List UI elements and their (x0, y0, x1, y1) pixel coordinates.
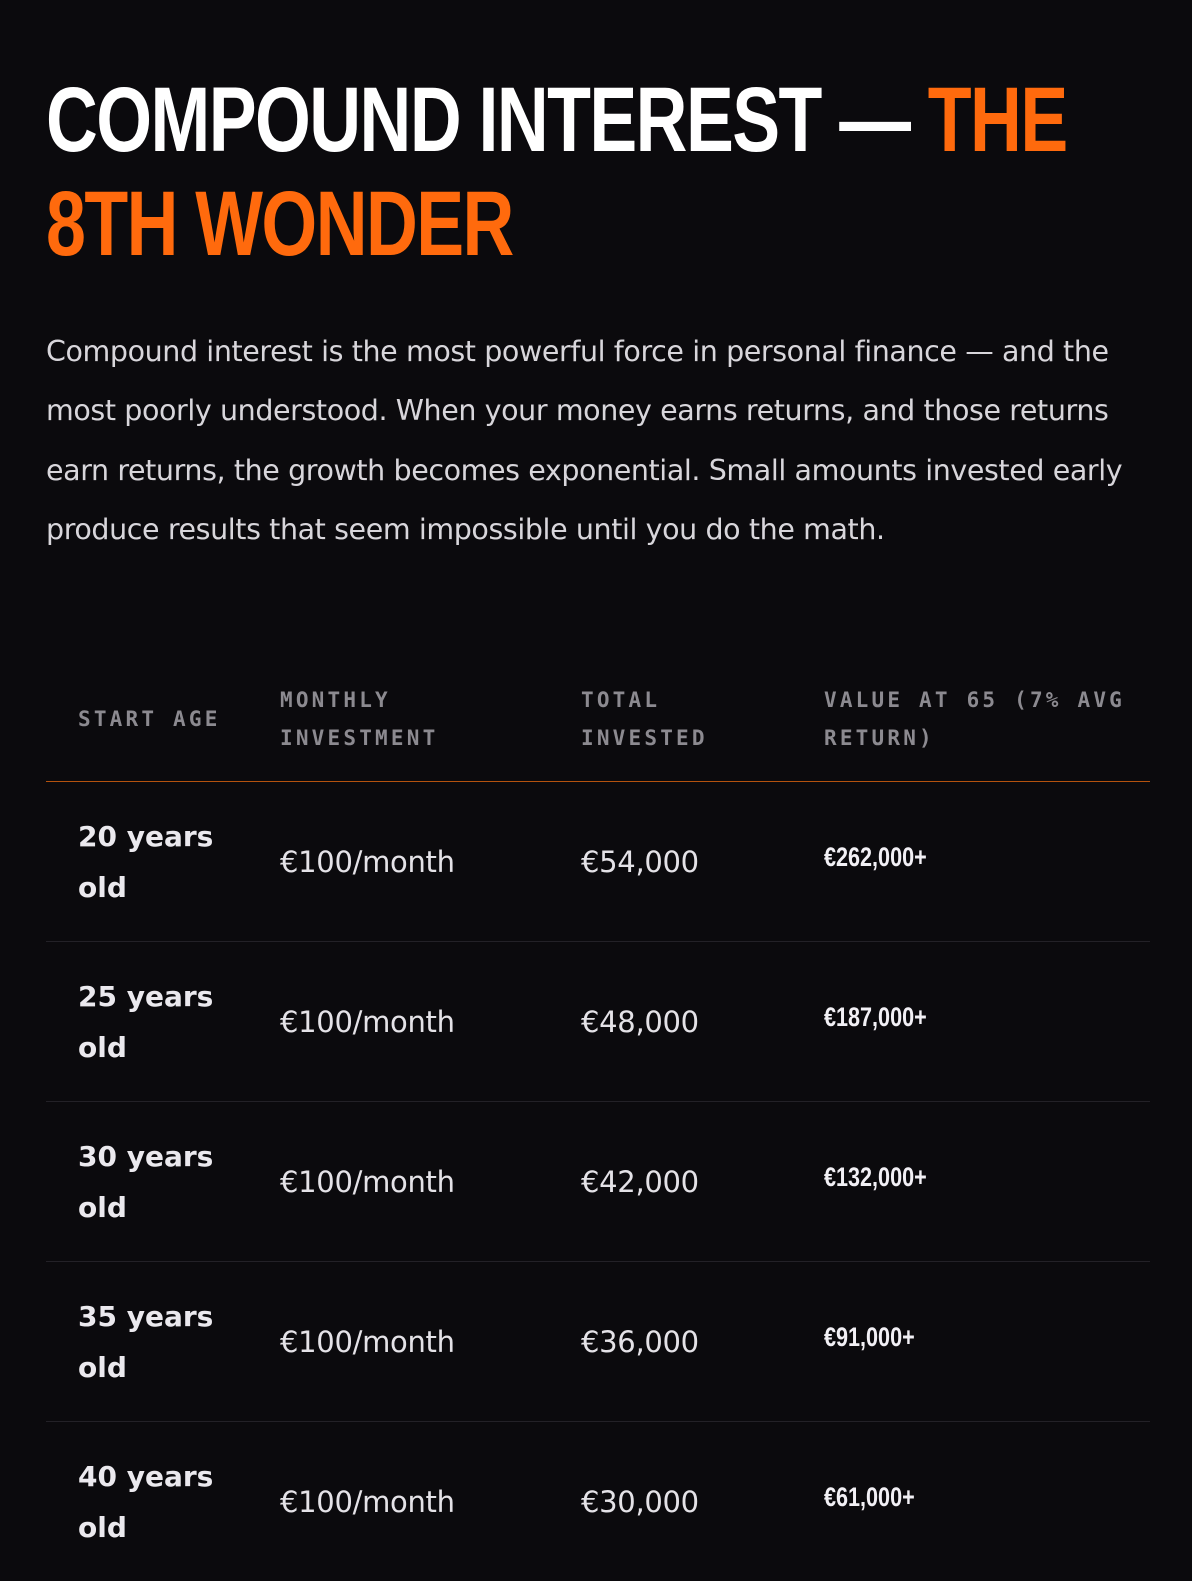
table-row (46, 1102, 1150, 1262)
header-value-at-65: VALUE AT 65 (7% AVG RETURN) (824, 688, 1126, 750)
cell-value: €61,000+ (824, 1482, 915, 1512)
cell-start-age: 35 years old (78, 1299, 214, 1384)
cell-value: €262,000+ (824, 842, 927, 872)
title-accent: THE 8TH WONDER (46, 69, 1067, 275)
header-start-age: START AGE (78, 707, 221, 731)
table-row (46, 1422, 1150, 1581)
compound-interest-table (46, 664, 1150, 1581)
header-total-invested: TOTAL INVESTED (581, 688, 708, 750)
cell-start-age: 40 years old (78, 1459, 214, 1544)
cell-start-age: 30 years old (78, 1139, 214, 1224)
intro-paragraph: Compound interest is the most powerful force in personal finance — and the most poorly understood. When your money earns returns, and those returns earn returns, the growth becomes exponential. Small amounts invested early produce results that seem impossible until you do the math. (46, 335, 1123, 546)
cell-total: €42,000 (581, 1164, 699, 1199)
cell-monthly: €100/month (280, 1324, 455, 1359)
page-title (46, 68, 1161, 276)
cell-monthly: €100/month (280, 1164, 455, 1199)
table-row (46, 942, 1150, 1102)
cell-monthly: €100/month (280, 1484, 455, 1519)
table-row (46, 782, 1150, 942)
cell-monthly: €100/month (280, 844, 455, 879)
cell-total: €54,000 (581, 844, 699, 879)
cell-value: €91,000+ (824, 1322, 915, 1352)
cell-value: €132,000+ (824, 1162, 927, 1192)
header-monthly-investment: MONTHLY INVESTMENT (280, 688, 439, 750)
cell-total: €48,000 (581, 1004, 699, 1039)
cell-total: €36,000 (581, 1324, 699, 1359)
cell-monthly: €100/month (280, 1004, 455, 1039)
cell-start-age: 20 years old (78, 819, 214, 904)
table-header (46, 664, 1150, 782)
cell-total: €30,000 (581, 1484, 699, 1519)
table-row (46, 1262, 1150, 1422)
cell-start-age: 25 years old (78, 979, 214, 1064)
title-main: COMPOUND INTEREST — (46, 69, 928, 171)
cell-value: €187,000+ (824, 1002, 927, 1032)
